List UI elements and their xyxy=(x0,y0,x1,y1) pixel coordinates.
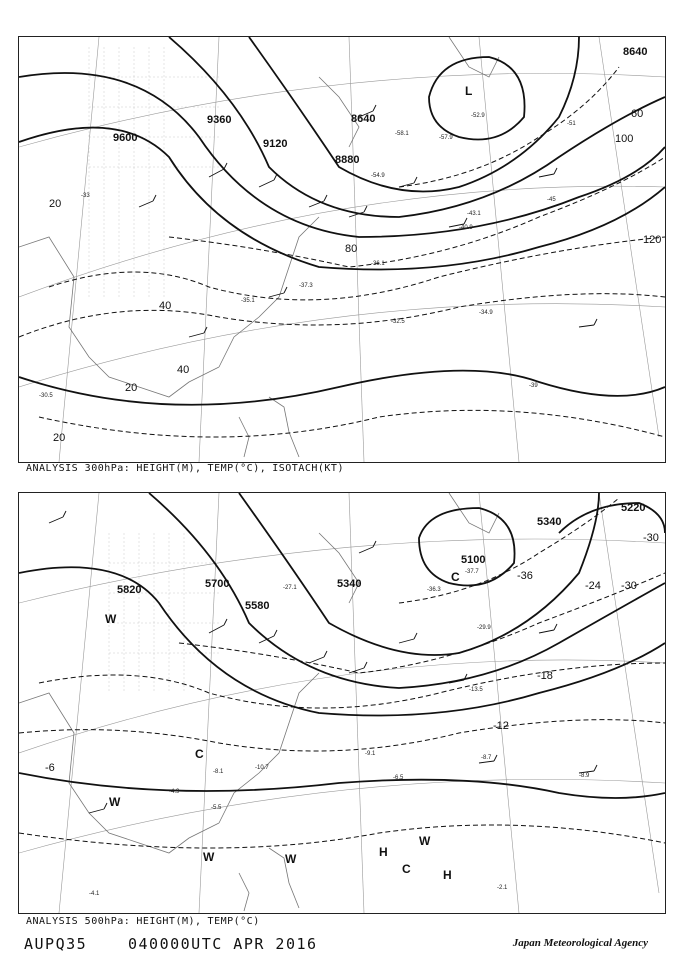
isotherm-label: -36 xyxy=(517,570,533,582)
height-label: 5820 xyxy=(117,584,142,596)
station-value: -8.7 xyxy=(481,755,492,761)
isotach-label: 40 xyxy=(177,364,190,376)
graticule xyxy=(19,493,665,913)
plot-grid xyxy=(109,533,219,693)
station-value: -36.1 xyxy=(371,261,385,267)
station-value: -30.5 xyxy=(39,393,53,399)
height-label: 5340 xyxy=(537,516,562,528)
station-value: -6.5 xyxy=(393,775,404,781)
analysis-300hpa-map xyxy=(18,36,666,463)
isotach-label: 20 xyxy=(125,382,138,394)
valid-time: 040000UTC APR 2016 xyxy=(128,935,318,953)
coastline xyxy=(19,37,499,457)
product-code: AUPQ35 xyxy=(24,935,88,953)
station-value: -10.7 xyxy=(255,765,269,771)
station-value: -37.3 xyxy=(299,283,313,289)
height-label: 9360 xyxy=(207,114,232,126)
caption-part: ISOTACH(KT) xyxy=(272,463,344,474)
station-value: -5.5 xyxy=(211,805,222,811)
height-label: 5100 xyxy=(461,554,486,566)
height-label: 5220 xyxy=(621,502,646,514)
station-value: -8.1 xyxy=(213,769,224,775)
isotherm-label: -18 xyxy=(537,670,553,682)
station-value: -54.9 xyxy=(371,173,385,179)
station-value: -27.1 xyxy=(283,585,297,591)
caption-part: TEMP(°C), xyxy=(207,463,267,474)
cold-symbol: C xyxy=(451,570,460,584)
high-symbol: H xyxy=(443,868,452,882)
station-value: -35.1 xyxy=(241,298,255,304)
caption-part: ANALYSIS 500hPa: xyxy=(26,916,131,927)
station-value: -37.7 xyxy=(465,569,479,575)
station-value: -45 xyxy=(547,197,556,203)
station-value: -29.9 xyxy=(477,625,491,631)
station-value: -39 xyxy=(529,383,538,389)
isotherm-label: -30 xyxy=(621,580,637,592)
warm-symbol: W xyxy=(109,795,121,809)
map-300hpa-svg xyxy=(19,37,665,462)
station-value: -4.1 xyxy=(89,891,100,897)
station-value: -40.9 xyxy=(459,225,473,231)
warm-symbol: W xyxy=(285,852,297,866)
station-value: -36.3 xyxy=(427,587,441,593)
isotherm-label: -30 xyxy=(643,532,659,544)
plot-grid xyxy=(89,47,219,297)
isotach-label: 20 xyxy=(49,198,62,210)
station-value: -13.5 xyxy=(469,687,483,693)
height-contours xyxy=(19,493,665,798)
isotach-label: 100 xyxy=(615,133,634,145)
high-symbol: H xyxy=(379,845,388,859)
isotherm-label: -24 xyxy=(585,580,601,592)
isotach-label: 80 xyxy=(345,243,358,255)
warm-symbol: W xyxy=(419,834,431,848)
height-contours xyxy=(19,37,665,405)
warm-symbol: W xyxy=(105,612,117,626)
station-value: -2.1 xyxy=(497,885,508,891)
warm-symbol: W xyxy=(203,850,215,864)
station-value: -9.1 xyxy=(365,751,376,757)
map-500hpa-svg xyxy=(19,493,665,913)
station-value: -57.9 xyxy=(439,135,453,141)
station-value: -4.9 xyxy=(169,789,180,795)
height-label: 9120 xyxy=(263,138,288,150)
height-label: 5580 xyxy=(245,600,270,612)
height-label: 8880 xyxy=(335,154,360,166)
analysis-500hpa-map xyxy=(18,492,666,914)
station-value: -51 xyxy=(567,121,576,127)
station-value: -43.1 xyxy=(467,211,481,217)
height-label: 9600 xyxy=(113,132,138,144)
caption-part: HEIGHT(M), xyxy=(136,916,202,927)
isotherm-label: -6 xyxy=(45,762,55,774)
station-value: -34.9 xyxy=(479,310,493,316)
station-value: -52.9 xyxy=(471,113,485,119)
isotherm-label: -12 xyxy=(493,720,509,732)
height-label: 5340 xyxy=(337,578,362,590)
low-symbol: L xyxy=(465,84,473,98)
station-value: -32.5 xyxy=(391,319,405,325)
isotach-label: 60 xyxy=(631,108,644,120)
station-value: -58.1 xyxy=(395,131,409,137)
wind-barbs xyxy=(139,105,597,337)
station-value: -33 xyxy=(81,193,90,199)
height-label: 8640 xyxy=(351,113,376,125)
caption-part: HEIGHT(M), xyxy=(136,463,202,474)
height-label: 5700 xyxy=(205,578,230,590)
caption-part: ANALYSIS 300hPa: xyxy=(26,463,131,474)
cold-symbol: C xyxy=(402,862,411,876)
isotach-label: 20 xyxy=(53,432,66,444)
agency-credit: Japan Meteorological Agency xyxy=(512,937,648,949)
height-label: 8640 xyxy=(623,46,648,58)
cold-symbol: C xyxy=(195,747,204,761)
isotach-label: 120 xyxy=(643,234,662,246)
coastline xyxy=(19,493,499,911)
station-value: -8.9 xyxy=(579,773,590,779)
isotach-label: 40 xyxy=(159,300,172,312)
caption-part: TEMP(°C) xyxy=(207,916,260,927)
caption-300hpa xyxy=(26,463,350,474)
caption-500hpa xyxy=(26,916,266,927)
